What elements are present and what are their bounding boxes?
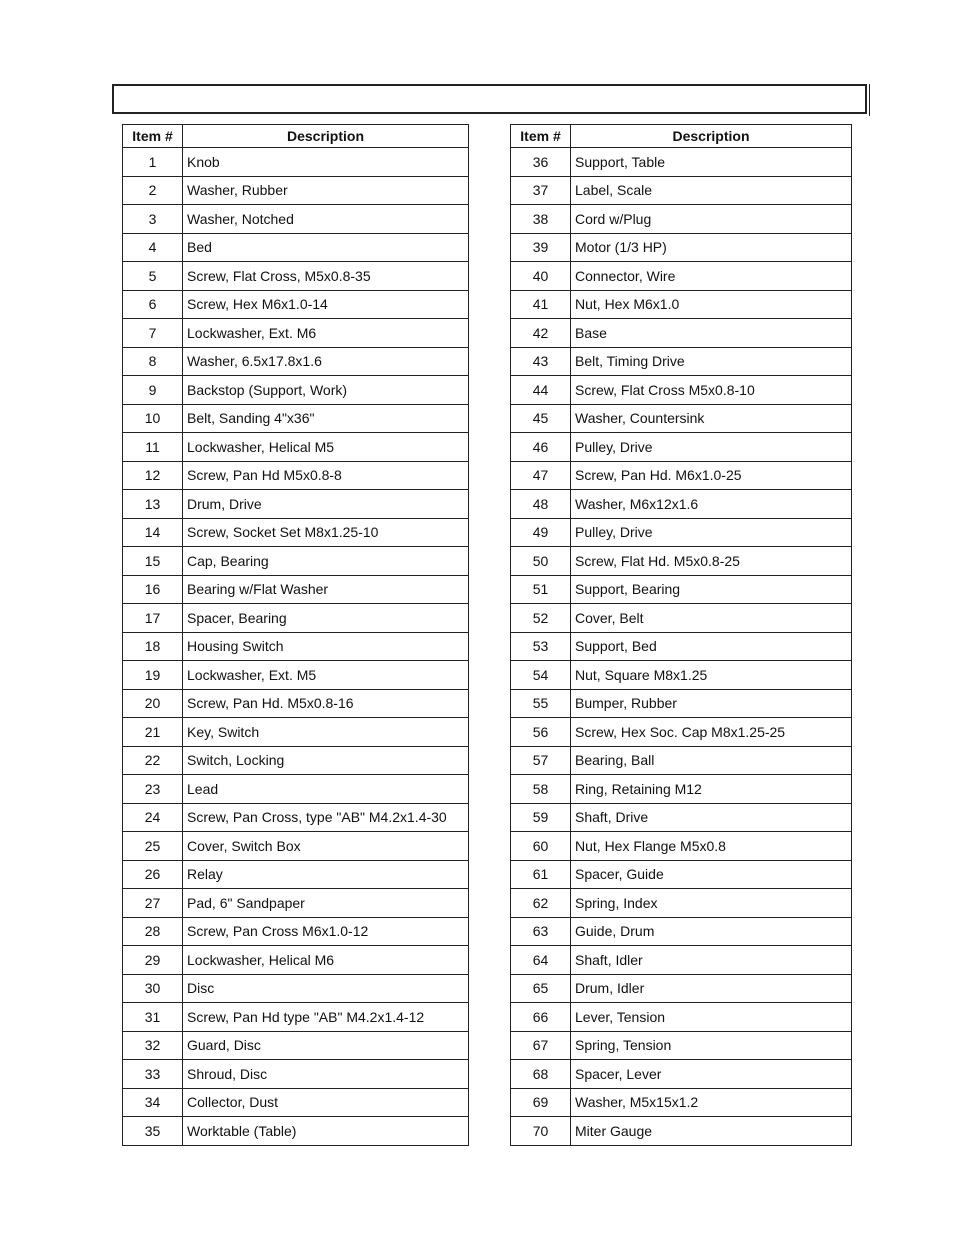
description-cell: Screw, Pan Hd M5x0.8-8 [183,461,469,490]
table-row [123,205,469,234]
table-row [123,176,469,205]
table-row [511,661,852,690]
description-cell: Washer, Notched [183,205,469,234]
item-number-cell: 1 [123,148,183,177]
item-number-cell: 57 [511,746,571,775]
item-number-cell: 41 [511,290,571,319]
description-cell: Belt, Sanding 4"x36" [183,404,469,433]
item-number-cell: 60 [511,832,571,861]
table-row [123,1031,469,1060]
description-cell: Nut, Square M8x1.25 [571,661,852,690]
description-cell: Drum, Idler [571,974,852,1003]
item-number-cell: 5 [123,262,183,291]
item-number-cell: 44 [511,376,571,405]
item-number-cell: 16 [123,575,183,604]
item-number-cell: 10 [123,404,183,433]
description-cell: Bearing, Ball [571,746,852,775]
table-row [511,461,852,490]
item-number-cell: 55 [511,689,571,718]
description-cell: Bed [183,233,469,262]
item-number-cell: 37 [511,176,571,205]
table-row [123,1088,469,1117]
table-row [123,689,469,718]
description-cell: Shroud, Disc [183,1060,469,1089]
description-cell: Guard, Disc [183,1031,469,1060]
item-number-cell: 27 [123,889,183,918]
description-cell: Washer, M5x15x1.2 [571,1088,852,1117]
table-row [123,1060,469,1089]
description-cell: Connector, Wire [571,262,852,291]
item-number-cell: 68 [511,1060,571,1089]
item-number-cell: 64 [511,946,571,975]
description-cell: Drum, Drive [183,490,469,519]
item-number-cell: 53 [511,632,571,661]
table-row [123,148,469,177]
item-number-cell: 8 [123,347,183,376]
item-number-cell: 34 [123,1088,183,1117]
table-row [123,547,469,576]
description-cell: Cover, Belt [571,604,852,633]
table-row [511,233,852,262]
description-cell: Support, Table [571,148,852,177]
table-row [511,518,852,547]
description-cell: Screw, Pan Cross, type "AB" M4.2x1.4-30 [183,803,469,832]
item-number-cell: 23 [123,775,183,804]
description-cell: Disc [183,974,469,1003]
description-cell: Screw, Pan Hd. M5x0.8-16 [183,689,469,718]
table-row [511,347,852,376]
item-number-cell: 29 [123,946,183,975]
table-row [123,1003,469,1032]
item-number-cell: 4 [123,233,183,262]
table-row [123,775,469,804]
item-number-cell: 32 [123,1031,183,1060]
description-cell: Lockwasher, Helical M6 [183,946,469,975]
item-number-cell: 67 [511,1031,571,1060]
table-row [511,262,852,291]
table-row [511,775,852,804]
item-number-cell: 36 [511,148,571,177]
table-row [511,604,852,633]
table-row [123,974,469,1003]
item-number-cell: 15 [123,547,183,576]
item-number-cell: 66 [511,1003,571,1032]
table-row [123,946,469,975]
item-number-header: Item # [511,125,571,148]
description-cell: Screw, Pan Hd. M6x1.0-25 [571,461,852,490]
table-row [511,917,852,946]
table-row [511,148,852,177]
table-header-row [511,125,852,148]
table-row [511,718,852,747]
item-number-cell: 47 [511,461,571,490]
description-cell: Housing Switch [183,632,469,661]
description-cell: Shaft, Idler [571,946,852,975]
description-cell: Screw, Pan Cross M6x1.0-12 [183,917,469,946]
item-number-cell: 11 [123,433,183,462]
table-row [123,917,469,946]
item-number-cell: 30 [123,974,183,1003]
table-row [511,1117,852,1146]
item-number-cell: 61 [511,860,571,889]
item-number-cell: 26 [123,860,183,889]
table-row [511,290,852,319]
title-box [112,84,867,114]
description-cell: Relay [183,860,469,889]
table-row [123,461,469,490]
description-cell: Washer, Countersink [571,404,852,433]
table-row [511,803,852,832]
description-cell: Lead [183,775,469,804]
table-row [123,632,469,661]
description-cell: Guide, Drum [571,917,852,946]
table-row [511,746,852,775]
description-cell: Label, Scale [571,176,852,205]
description-cell: Screw, Pan Hd type "AB" M4.2x1.4-12 [183,1003,469,1032]
description-cell: Miter Gauge [571,1117,852,1146]
description-cell: Base [571,319,852,348]
description-cell: Belt, Timing Drive [571,347,852,376]
table-row [123,376,469,405]
item-number-cell: 70 [511,1117,571,1146]
table-row [511,433,852,462]
item-number-cell: 58 [511,775,571,804]
description-cell: Screw, Hex Soc. Cap M8x1.25-25 [571,718,852,747]
description-cell: Washer, 6.5x17.8x1.6 [183,347,469,376]
item-number-cell: 42 [511,319,571,348]
description-cell: Washer, Rubber [183,176,469,205]
table-row [123,803,469,832]
description-cell: Support, Bearing [571,575,852,604]
description-cell: Cover, Switch Box [183,832,469,861]
table-row [123,347,469,376]
table-row [511,974,852,1003]
table-row [123,1117,469,1146]
item-number-cell: 20 [123,689,183,718]
description-cell: Motor (1/3 HP) [571,233,852,262]
description-cell: Bearing w/Flat Washer [183,575,469,604]
description-cell: Washer, M6x12x1.6 [571,490,852,519]
description-cell: Shaft, Drive [571,803,852,832]
description-cell: Backstop (Support, Work) [183,376,469,405]
item-number-cell: 12 [123,461,183,490]
description-cell: Switch, Locking [183,746,469,775]
item-number-cell: 39 [511,233,571,262]
parts-table-left [122,124,469,1146]
table-row [511,205,852,234]
item-number-cell: 18 [123,632,183,661]
description-cell: Screw, Socket Set M8x1.25-10 [183,518,469,547]
table-row [511,1003,852,1032]
item-number-cell: 28 [123,917,183,946]
item-number-cell: 40 [511,262,571,291]
description-cell: Collector, Dust [183,1088,469,1117]
description-cell: Screw, Hex M6x1.0-14 [183,290,469,319]
description-cell: Lever, Tension [571,1003,852,1032]
description-cell: Pad, 6" Sandpaper [183,889,469,918]
table-row [511,1060,852,1089]
description-cell: Spacer, Bearing [183,604,469,633]
table-row [123,661,469,690]
table-row [511,1088,852,1117]
table-row [123,290,469,319]
item-number-cell: 7 [123,319,183,348]
item-number-cell: 38 [511,205,571,234]
description-header: Description [183,125,469,148]
description-cell: Screw, Flat Cross M5x0.8-10 [571,376,852,405]
table-row [123,490,469,519]
table-row [511,404,852,433]
item-number-cell: 25 [123,832,183,861]
item-number-cell: 50 [511,547,571,576]
item-number-cell: 59 [511,803,571,832]
item-number-cell: 43 [511,347,571,376]
description-cell: Cord w/Plug [571,205,852,234]
description-cell: Nut, Hex Flange M5x0.8 [571,832,852,861]
item-number-cell: 9 [123,376,183,405]
table-row [123,518,469,547]
table-row [511,860,852,889]
description-cell: Ring, Retaining M12 [571,775,852,804]
table-row [123,433,469,462]
table-header-row [123,125,469,148]
description-cell: Key, Switch [183,718,469,747]
item-number-cell: 19 [123,661,183,690]
item-number-cell: 62 [511,889,571,918]
description-cell: Spring, Index [571,889,852,918]
table-row [511,490,852,519]
item-number-cell: 45 [511,404,571,433]
table-row [123,860,469,889]
table-row [511,547,852,576]
table-row [123,718,469,747]
item-number-cell: 22 [123,746,183,775]
table-row [123,233,469,262]
parts-table-left-body [123,148,469,1146]
item-number-cell: 14 [123,518,183,547]
parts-table-right-body [511,148,852,1146]
item-number-cell: 3 [123,205,183,234]
description-cell: Lockwasher, Helical M5 [183,433,469,462]
table-row [511,632,852,661]
description-cell: Screw, Flat Hd. M5x0.8-25 [571,547,852,576]
item-number-cell: 17 [123,604,183,633]
description-cell: Knob [183,148,469,177]
table-row [123,575,469,604]
description-cell: Pulley, Drive [571,518,852,547]
table-row [511,832,852,861]
table-row [511,575,852,604]
item-number-cell: 65 [511,974,571,1003]
description-cell: Lockwasher, Ext. M5 [183,661,469,690]
item-number-cell: 21 [123,718,183,747]
item-number-header: Item # [123,125,183,148]
table-row [511,1031,852,1060]
item-number-cell: 52 [511,604,571,633]
item-number-cell: 51 [511,575,571,604]
table-row [123,746,469,775]
item-number-cell: 56 [511,718,571,747]
item-number-cell: 31 [123,1003,183,1032]
item-number-cell: 33 [123,1060,183,1089]
table-row [123,319,469,348]
item-number-cell: 6 [123,290,183,319]
description-cell: Worktable (Table) [183,1117,469,1146]
table-row [511,689,852,718]
description-cell: Nut, Hex M6x1.0 [571,290,852,319]
description-cell: Bumper, Rubber [571,689,852,718]
table-row [511,376,852,405]
table-row [123,832,469,861]
parts-table-right [510,124,852,1146]
description-cell: Spring, Tension [571,1031,852,1060]
description-cell: Pulley, Drive [571,433,852,462]
description-cell: Support, Bed [571,632,852,661]
table-row [511,176,852,205]
item-number-cell: 13 [123,490,183,519]
table-row [511,319,852,348]
description-cell: Lockwasher, Ext. M6 [183,319,469,348]
description-cell: Spacer, Lever [571,1060,852,1089]
table-row [511,946,852,975]
description-cell: Cap, Bearing [183,547,469,576]
item-number-cell: 63 [511,917,571,946]
item-number-cell: 69 [511,1088,571,1117]
item-number-cell: 46 [511,433,571,462]
item-number-cell: 35 [123,1117,183,1146]
description-header: Description [571,125,852,148]
table-row [123,889,469,918]
description-cell: Spacer, Guide [571,860,852,889]
table-row [123,404,469,433]
item-number-cell: 24 [123,803,183,832]
item-number-cell: 49 [511,518,571,547]
item-number-cell: 54 [511,661,571,690]
item-number-cell: 48 [511,490,571,519]
table-row [511,889,852,918]
item-number-cell: 2 [123,176,183,205]
table-row [123,604,469,633]
description-cell: Screw, Flat Cross, M5x0.8-35 [183,262,469,291]
table-row [123,262,469,291]
